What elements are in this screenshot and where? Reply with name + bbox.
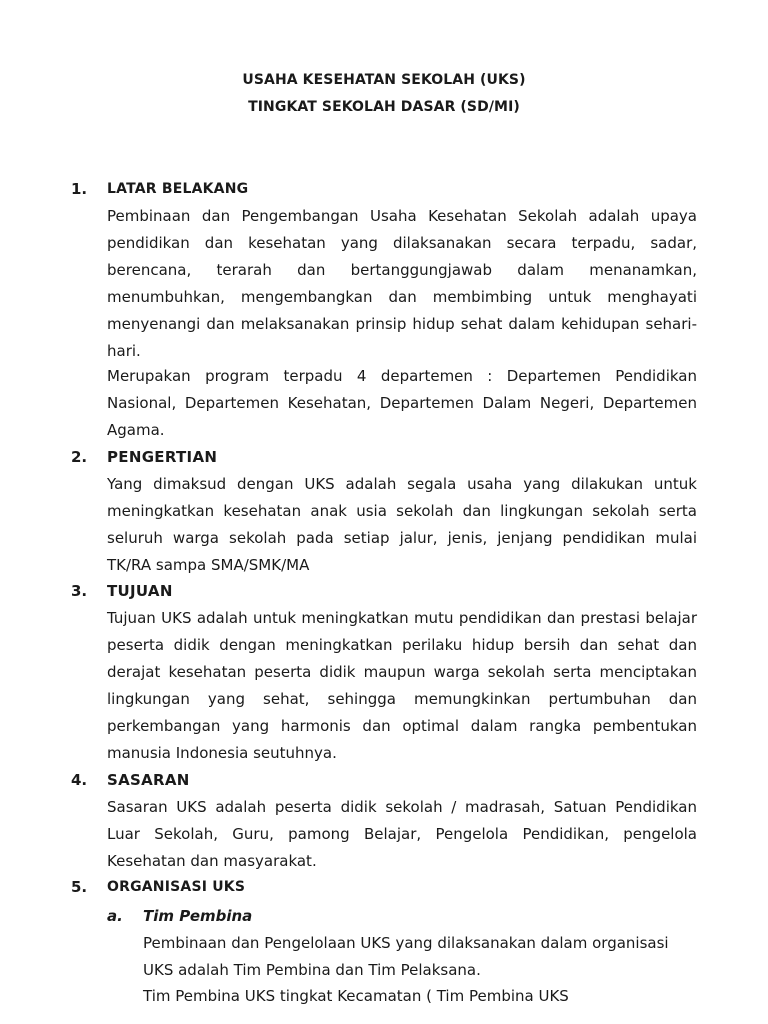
subsection-paragraph: Pembinaan dan Pengelolaan UKS yang dilaksanakan dalam organisasi UKS adalah Tim Pembina dan Tim Pelaksana. xyxy=(143,934,669,979)
section-heading-latar-belakang: LATAR BELAKANG xyxy=(107,181,249,197)
section-heading-pengertian: PENGERTIAN xyxy=(107,448,218,466)
section-paragraph: Sasaran UKS adalah peserta didik sekolah / madrasah, Satuan Pendidikan Luar Sekolah, Guru, pamong Belajar, Pengelola Pendidikan, pengelola Kesehatan dan masyarakat. xyxy=(107,798,697,870)
section-number: 4. xyxy=(71,771,88,789)
document-subtitle: TINGKAT SEKOLAH DASAR (SD/MI) xyxy=(248,99,520,115)
section-paragraph: Tujuan UKS adalah untuk meningkatkan mutu pendidikan dan prestasi belajar peserta didik dengan meningkatkan perilaku hidup bersih dan sehat dan derajat kesehatan peserta didik maupun warga sekolah serta menciptakan lingkungan yang sehat, sehingga memungkinkan pertumbuhan dan perkembangan yang harmonis dan optimal dalam rangka pembentukan manusia Indonesia seutuhnya. xyxy=(107,609,697,762)
section-heading-organisasi-uks: ORGANISASI UKS xyxy=(107,879,246,895)
section-number: 1. xyxy=(71,180,88,198)
section-number: 2. xyxy=(71,448,88,466)
section-paragraph: Yang dimaksud dengan UKS adalah segala usaha yang dilakukan untuk meningkatkan kesehatan anak usia sekolah dan lingkungan sekolah serta seluruh warga sekolah pada setiap jalur, jenis, jenjang pendidikan mulai TK/RA sampa SMA/SMK/MA xyxy=(107,475,697,574)
subsection-title-tim-pembina: Tim Pembina xyxy=(143,907,253,925)
subsection-paragraph: Tim Pembina UKS tingkat Kecamatan ( Tim Pembina UKS xyxy=(143,987,569,1005)
section-number: 3. xyxy=(71,582,88,600)
section-number: 5. xyxy=(71,878,88,896)
document-title: USAHA KESEHATAN SEKOLAH (UKS) xyxy=(242,72,526,88)
section-paragraph: Merupakan program terpadu 4 departemen : Departemen Pendidikan Nasional, Departemen Kesehatan, Departemen Dalam Negeri, Departemen Agama. xyxy=(107,367,697,439)
subsection-letter: a. xyxy=(107,907,123,925)
section-heading-sasaran: SASARAN xyxy=(107,771,190,789)
section-heading-tujuan: TUJUAN xyxy=(107,582,173,600)
section-paragraph: Pembinaan dan Pengembangan Usaha Kesehatan Sekolah adalah upaya pendidikan dan kesehatan yang dilaksanakan secara terpadu, sadar, berencana, terarah dan bertanggungjawab dalam menanamkan, menumbuhkan, mengembangkan dan membimbing untuk menghayati menyenangi dan melaksanakan prinsip hidup sehat dalam kehidupan sehari-hari. xyxy=(107,207,697,360)
